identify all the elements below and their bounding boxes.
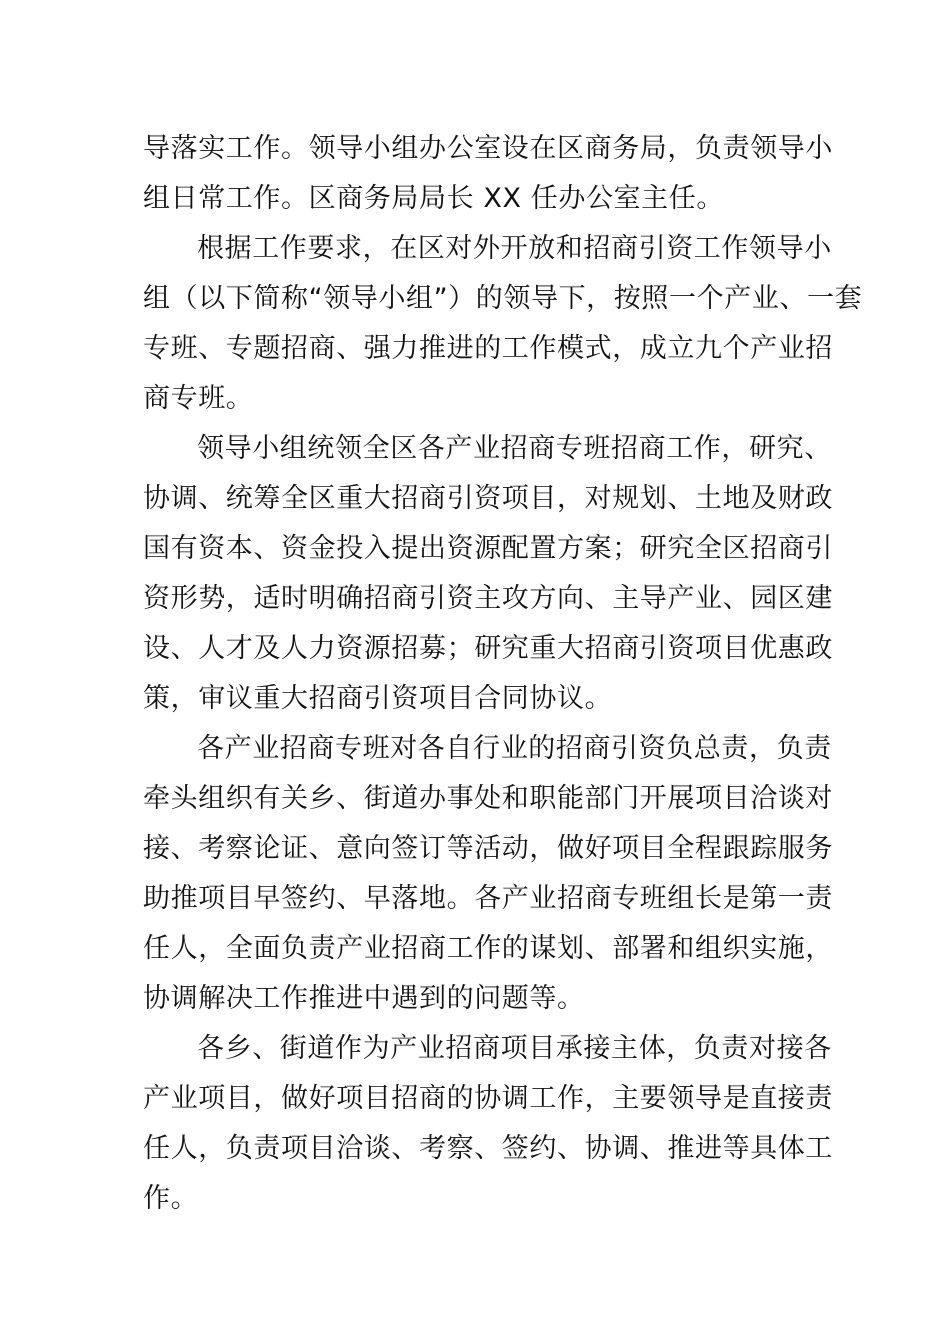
text-line: 任人，全面负责产业招商工作的谋划、部署和组织实施， [143,933,833,964]
text-line: 策，审议重大招商引资项目合同协议。 [143,683,613,714]
text-line: 组日常工作。区商务局局长 XX 任办公室主任。 [143,183,724,214]
paragraph-2 [143,224,863,424]
paragraph-1 [143,124,833,224]
text-line: 助推项目早签约、早落地。各产业招商专班组长是第一责 [143,883,833,914]
text-line: 产业项目，做好项目招商的协调工作，主要领导是直接责 [143,1083,833,1114]
text-line: 国有资本、资金投入提出资源配置方案；研究全区招商引 [143,533,833,564]
text-line: 各产业招商专班对各自行业的招商引资负总责，负责 [197,733,832,764]
text-line: 任人，负责项目洽谈、考察、签约、协调、推进等具体工 [143,1133,833,1164]
text-line: 商专班。 [143,383,254,414]
text-line: 专班、专题招商、强力推进的工作模式，成立九个产业招 [143,333,833,364]
text-line: 协调解决工作推进中遇到的问题等。 [143,983,585,1014]
paragraph-5 [143,1024,833,1224]
document-body [143,124,863,1224]
text-line: 资形势，适时明确招商引资主攻方向、主导产业、园区建 [143,583,833,614]
text-line: 协调、统筹全区重大招商引资项目，对规划、土地及财政 [143,483,833,514]
text-line: 作。 [143,1183,199,1214]
paragraph-3 [143,424,833,724]
text-line: 各乡、街道作为产业招商项目承接主体，负责对接各 [197,1033,832,1064]
text-line: 组（以下简称“领导小组”）的领导下，按照一个产业、一套 [143,283,863,314]
text-line: 领导小组统领全区各产业招商专班招商工作，研究、 [197,433,832,464]
paragraph-4 [143,724,833,1024]
text-line: 根据工作要求，在区对外开放和招商引资工作领导小 [197,233,832,264]
text-line: 设、人才及人力资源招募；研究重大招商引资项目优惠政 [143,633,833,664]
text-line: 牵头组织有关乡、街道办事处和职能部门开展项目洽谈对 [143,783,833,814]
text-line: 导落实工作。领导小组办公室设在区商务局，负责领导小 [143,133,833,164]
text-line: 接、考察论证、意向签订等活动，做好项目全程跟踪服务 [143,833,833,864]
